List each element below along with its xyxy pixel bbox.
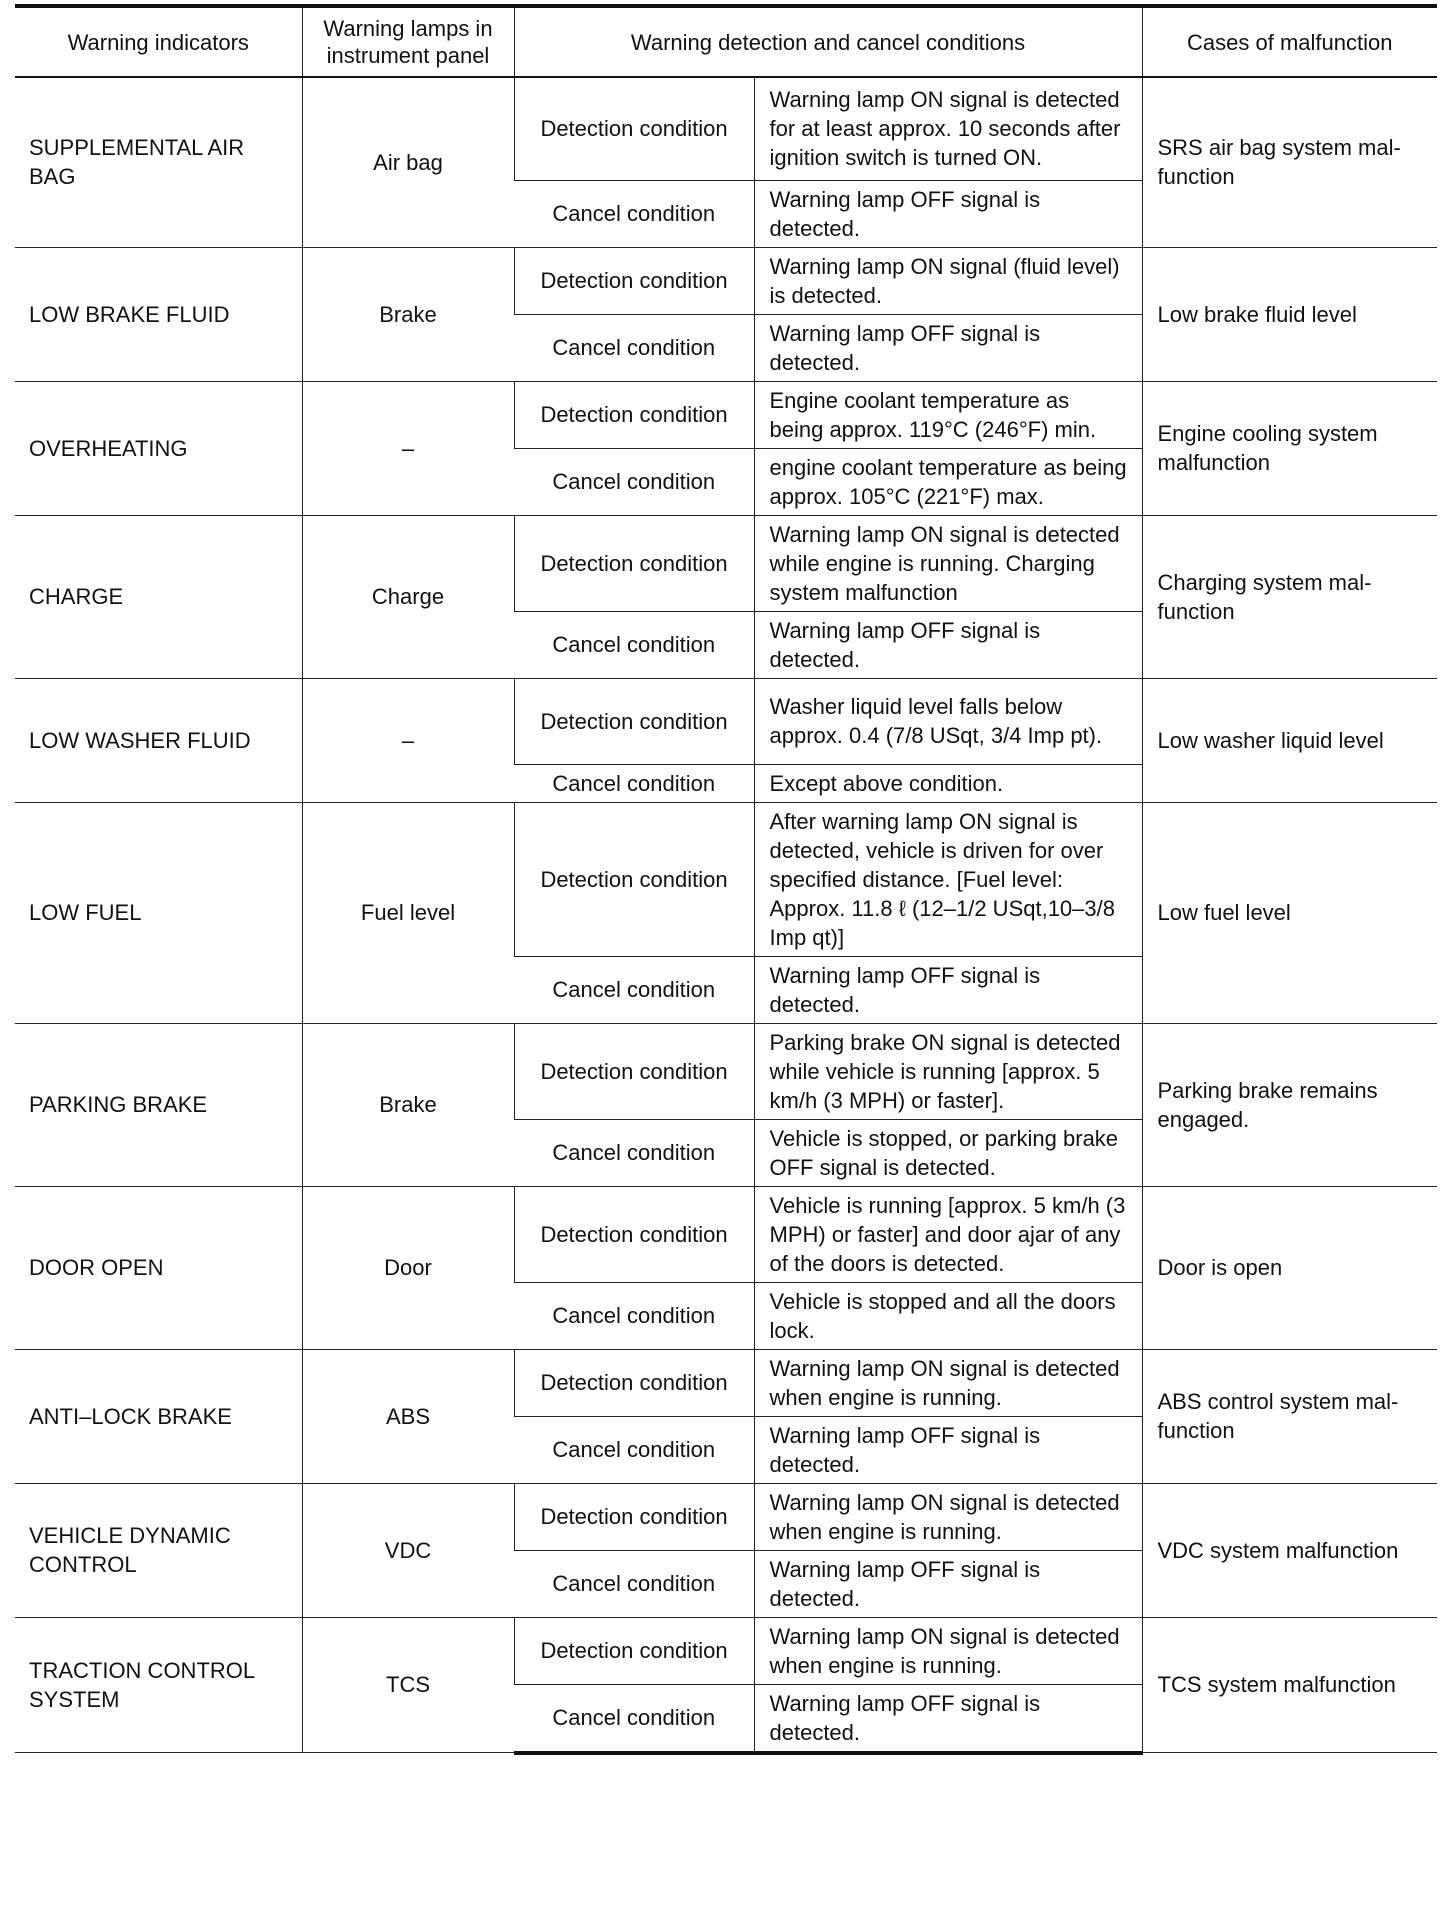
cancel-condition-text: Warning lamp OFF signal is detected.: [754, 180, 1142, 247]
warning-lamp-name: Door: [302, 1186, 514, 1349]
cancel-condition-text: engine coolant temperature as being approx. 105°C (221°F) max.: [754, 448, 1142, 515]
cancel-condition-label: Cancel condition: [514, 1416, 754, 1483]
cancel-condition-label: Cancel condition: [514, 1550, 754, 1617]
cancel-condition-text: Warning lamp OFF signal is detected.: [754, 956, 1142, 1023]
detection-condition-label: Detection condition: [514, 1023, 754, 1119]
malfunction-case: VDC system malfunction: [1142, 1483, 1437, 1617]
detection-condition-label: Detection condition: [514, 77, 754, 180]
detection-condition-text: Warning lamp ON signal is detected when engine is running.: [754, 1483, 1142, 1550]
cancel-condition-label: Cancel condition: [514, 1684, 754, 1753]
malfunction-case: SRS air bag system mal-function: [1142, 77, 1437, 247]
cancel-condition-label: Cancel condition: [514, 1282, 754, 1349]
table-row-detection: [15, 1186, 1437, 1282]
malfunction-case: Door is open: [1142, 1186, 1437, 1349]
malfunction-case: ABS control system mal-function: [1142, 1349, 1437, 1483]
detection-condition-text: Warning lamp ON signal is detected for at least approx. 10 seconds after ignition switch is turned ON.: [754, 77, 1142, 180]
cancel-condition-text: Warning lamp OFF signal is detected.: [754, 1684, 1142, 1753]
cancel-condition-text: Vehicle is stopped and all the doors lock.: [754, 1282, 1142, 1349]
warning-lamp-name: VDC: [302, 1483, 514, 1617]
detection-condition-text: Engine coolant temperature as being approx. 119°C (246°F) min.: [754, 381, 1142, 448]
header-warning-lamps: Warning lamps in instrument panel: [302, 6, 514, 77]
table-row-detection: [15, 678, 1437, 764]
warning-lamp-name: Brake: [302, 1023, 514, 1186]
malfunction-case: Parking brake remains engaged.: [1142, 1023, 1437, 1186]
table-row-detection: [15, 77, 1437, 180]
cancel-condition-text: Warning lamp OFF signal is detected.: [754, 1416, 1142, 1483]
warning-indicators-table: [15, 4, 1437, 1755]
warning-indicator-name: SUPPLEMENTAL AIR BAG: [15, 77, 302, 247]
detection-condition-label: Detection condition: [514, 802, 754, 956]
table-row-detection: [15, 1483, 1437, 1550]
table-row-detection: [15, 802, 1437, 956]
malfunction-case: Engine cooling system malfunction: [1142, 381, 1437, 515]
warning-indicator-name: CHARGE: [15, 515, 302, 678]
table-row-detection: [15, 1349, 1437, 1416]
malfunction-case: Low brake fluid level: [1142, 247, 1437, 381]
warning-indicator-name: OVERHEATING: [15, 381, 302, 515]
warning-indicator-name: LOW BRAKE FLUID: [15, 247, 302, 381]
document-page: [15, 4, 1437, 1755]
warning-indicator-name: VEHICLE DYNAMIC CONTROL: [15, 1483, 302, 1617]
warning-indicator-name: ANTI–LOCK BRAKE: [15, 1349, 302, 1483]
warning-lamp-name: Fuel level: [302, 802, 514, 1023]
table-row-detection: [15, 1617, 1437, 1684]
malfunction-case: Low fuel level: [1142, 802, 1437, 1023]
header-cases-of-malfunction: Cases of malfunction: [1142, 6, 1437, 77]
warning-indicator-name: DOOR OPEN: [15, 1186, 302, 1349]
warning-indicator-name: TRACTION CONTROL SYSTEM: [15, 1617, 302, 1753]
malfunction-case: Low washer liquid level: [1142, 678, 1437, 802]
cancel-condition-label: Cancel condition: [514, 764, 754, 802]
cancel-condition-text: Warning lamp OFF signal is detected.: [754, 1550, 1142, 1617]
detection-condition-text: Warning lamp ON signal is detected when engine is running.: [754, 1617, 1142, 1684]
table-row-detection: [15, 247, 1437, 314]
warning-indicator-name: LOW WASHER FLUID: [15, 678, 302, 802]
warning-lamp-name: Brake: [302, 247, 514, 381]
detection-condition-label: Detection condition: [514, 247, 754, 314]
malfunction-case: TCS system malfunction: [1142, 1617, 1437, 1753]
detection-condition-label: Detection condition: [514, 1617, 754, 1684]
detection-condition-label: Detection condition: [514, 1349, 754, 1416]
warning-lamp-name: –: [302, 381, 514, 515]
detection-condition-text: Parking brake ON signal is detected while vehicle is running [approx. 5 km/h (3 MPH) or faster].: [754, 1023, 1142, 1119]
detection-condition-text: Washer liquid level falls below approx. 0.4 (7/8 USqt, 3/4 Imp pt).: [754, 678, 1142, 764]
detection-condition-text: Warning lamp ON signal is detected while engine is running. Charging system malfunction: [754, 515, 1142, 611]
table-row-detection: [15, 1023, 1437, 1119]
cancel-condition-label: Cancel condition: [514, 180, 754, 247]
detection-condition-label: Detection condition: [514, 381, 754, 448]
table-row-detection: [15, 381, 1437, 448]
warning-lamp-name: Air bag: [302, 77, 514, 247]
cancel-condition-label: Cancel condition: [514, 611, 754, 678]
warning-lamp-name: TCS: [302, 1617, 514, 1753]
detection-condition-text: Vehicle is running [approx. 5 km/h (3 MPH) or faster] and door ajar of any of the doors is detected.: [754, 1186, 1142, 1282]
cancel-condition-text: Except above condition.: [754, 764, 1142, 802]
table-row-detection: [15, 515, 1437, 611]
warning-indicator-name: LOW FUEL: [15, 802, 302, 1023]
warning-lamp-name: –: [302, 678, 514, 802]
detection-condition-label: Detection condition: [514, 515, 754, 611]
detection-condition-label: Detection condition: [514, 678, 754, 764]
cancel-condition-label: Cancel condition: [514, 314, 754, 381]
detection-condition-text: Warning lamp ON signal (fluid level) is detected.: [754, 247, 1142, 314]
detection-condition-label: Detection condition: [514, 1186, 754, 1282]
cancel-condition-label: Cancel condition: [514, 448, 754, 515]
detection-condition-text: After warning lamp ON signal is detected, vehicle is driven for over specified distance. [Fuel level: Approx. 11.8 ℓ (12–1/2 USqt,10–3/8 Imp qt)]: [754, 802, 1142, 956]
detection-condition-label: Detection condition: [514, 1483, 754, 1550]
header-detection-cancel-conditions: Warning detection and cancel conditions: [514, 6, 1142, 77]
cancel-condition-text: Warning lamp OFF signal is detected.: [754, 611, 1142, 678]
warning-lamp-name: Charge: [302, 515, 514, 678]
cancel-condition-text: Vehicle is stopped, or parking brake OFF signal is detected.: [754, 1119, 1142, 1186]
header-warning-indicators: Warning indicators: [15, 6, 302, 77]
cancel-condition-label: Cancel condition: [514, 956, 754, 1023]
cancel-condition-label: Cancel condition: [514, 1119, 754, 1186]
table-header-row: [15, 6, 1437, 77]
cancel-condition-text: Warning lamp OFF signal is detected.: [754, 314, 1142, 381]
table-body: [15, 77, 1437, 1753]
detection-condition-text: Warning lamp ON signal is detected when engine is running.: [754, 1349, 1142, 1416]
warning-lamp-name: ABS: [302, 1349, 514, 1483]
malfunction-case: Charging system mal-function: [1142, 515, 1437, 678]
warning-indicator-name: PARKING BRAKE: [15, 1023, 302, 1186]
